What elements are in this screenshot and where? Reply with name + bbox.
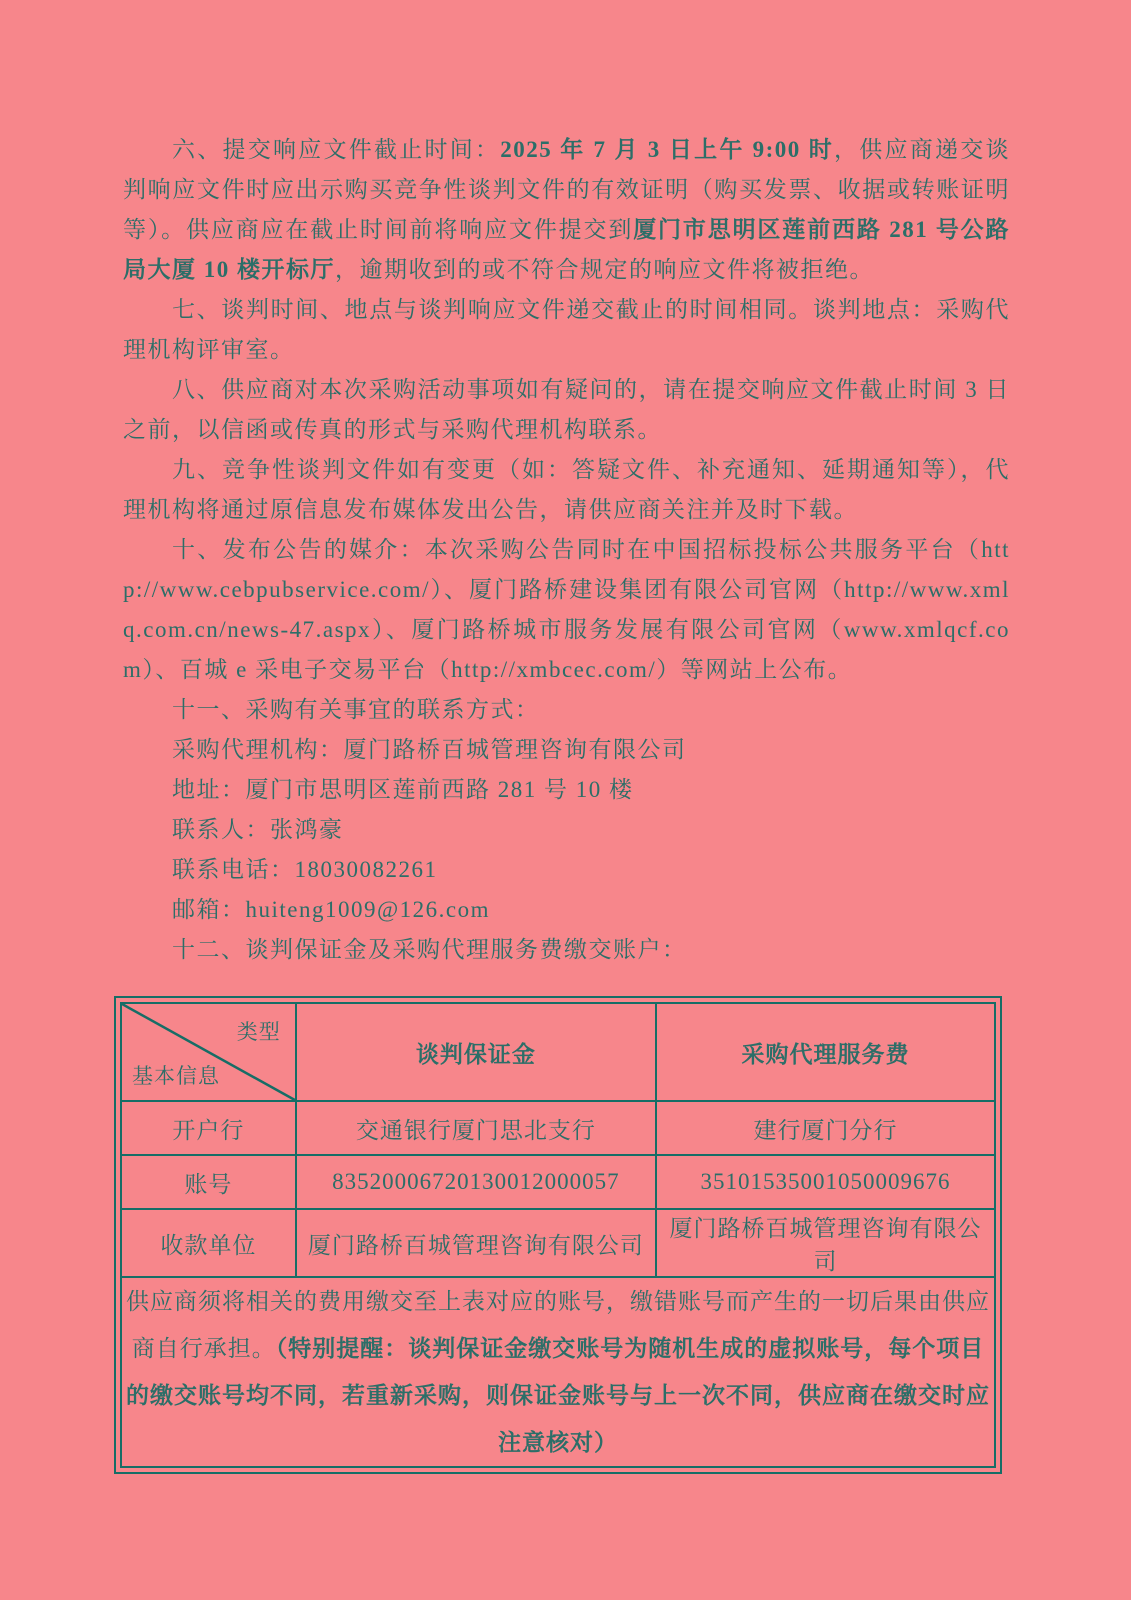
paragraph-10-media: 十、发布公告的媒介：本次采购公告同时在中国招标投标公共服务平台（http://www.cebpubservice.com/）、厦门路桥建设集团有限公司官网（http://www.xmlq.com.cn/news-47.aspx）、厦门路桥城市服务发展有限公司官网（www.xmlqcf.com）、百城 e 采电子交易平台（http://xmbcec.com/）等网站上公布。 xyxy=(123,537,1010,682)
account-agency-fee-cell: 35101535001050009676 xyxy=(656,1155,995,1209)
paragraph-11-contact-heading: 十一、采购有关事宜的联系方式： xyxy=(172,697,540,722)
contact-agency-line: 采购代理机构：厦门路桥百城管理咨询有限公司 xyxy=(172,737,687,762)
paragraph-12-accounts-heading: 十二、谈判保证金及采购代理服务费缴交账户： xyxy=(172,937,687,962)
contact-email-line: 邮箱：huiteng1009@126.com xyxy=(172,897,491,922)
paragraph-8-questions: 八、供应商对本次采购活动事项如有疑问的，请在提交响应文件截止时间 3 日之前，以信函或传真的形式与采购代理机构联系。 xyxy=(123,377,1010,442)
diagonal-label-type: 类型 xyxy=(236,1020,281,1044)
bank-deposit-cell: 交通银行厦门思北支行 xyxy=(296,1101,656,1155)
contact-person-line: 联系人：张鸿豪 xyxy=(172,817,344,842)
account-deposit-cell: 83520006720130012000057 xyxy=(296,1155,656,1209)
diagonal-label-basic-info: 基本信息 xyxy=(132,1064,220,1088)
payee-agency-fee-cell: 厦门路桥百城管理咨询有限公司 xyxy=(656,1209,995,1277)
table-header-row xyxy=(121,1003,995,1101)
document-content xyxy=(123,130,1010,1474)
row-label-account: 账号 xyxy=(121,1155,296,1209)
fee-accounts-table xyxy=(120,1002,996,1468)
payee-deposit-cell: 厦门路桥百城管理咨询有限公司 xyxy=(296,1209,656,1277)
paragraph-6-deadline: 六、提交响应文件截止时间：2025 年 7 月 3 日上午 9:00 时，供应商递交谈判响应文件时应出示购买竞争性谈判文件的有效证明（购买发票、收据或转账证明等）。供应商应在截止时间前将响应文件提交到厦门市思明区莲前西路 281 号公路局大厦 10 楼开标厅，逾期收到的或不符合规定的响应文件将被拒绝。 xyxy=(123,137,1011,282)
table-note-row xyxy=(121,1277,995,1467)
table-row-account xyxy=(121,1155,995,1209)
row-label-bank: 开户行 xyxy=(121,1101,296,1155)
table-row-payee xyxy=(121,1209,995,1277)
paragraph-9-changes: 九、竞争性谈判文件如有变更（如：答疑文件、补充通知、延期通知等），代理机构将通过原信息发布媒体发出公告，请供应商关注并及时下载。 xyxy=(123,457,1010,522)
paragraph-7-negotiation-time: 七、谈判时间、地点与谈判响应文件递交截止的时间相同。谈判地点：采购代理机构评审室。 xyxy=(123,297,1010,362)
column-header-agency-fee: 采购代理服务费 xyxy=(656,1003,995,1101)
diagonal-header-cell xyxy=(121,1003,296,1101)
fee-accounts-table-frame xyxy=(114,996,1002,1474)
row-label-payee: 收款单位 xyxy=(121,1209,296,1277)
contact-phone-line: 联系电话：18030082261 xyxy=(172,857,438,882)
note-cell: 供应商须将相关的费用缴交至上表对应的账号，缴错账号而产生的一切后果由供应商自行承担。（特别提醒：谈判保证金缴交账号为随机生成的虚拟账号，每个项目的缴交账号均不同，若重新采购，则保证金账号与上一次不同，供应商在缴交时应注意核对） xyxy=(121,1277,995,1467)
bank-agency-fee-cell: 建行厦门分行 xyxy=(656,1101,995,1155)
table-row-bank xyxy=(121,1101,995,1155)
contact-address-line: 地址：厦门市思明区莲前西路 281 号 10 楼 xyxy=(172,777,634,802)
column-header-deposit: 谈判保证金 xyxy=(296,1003,656,1101)
